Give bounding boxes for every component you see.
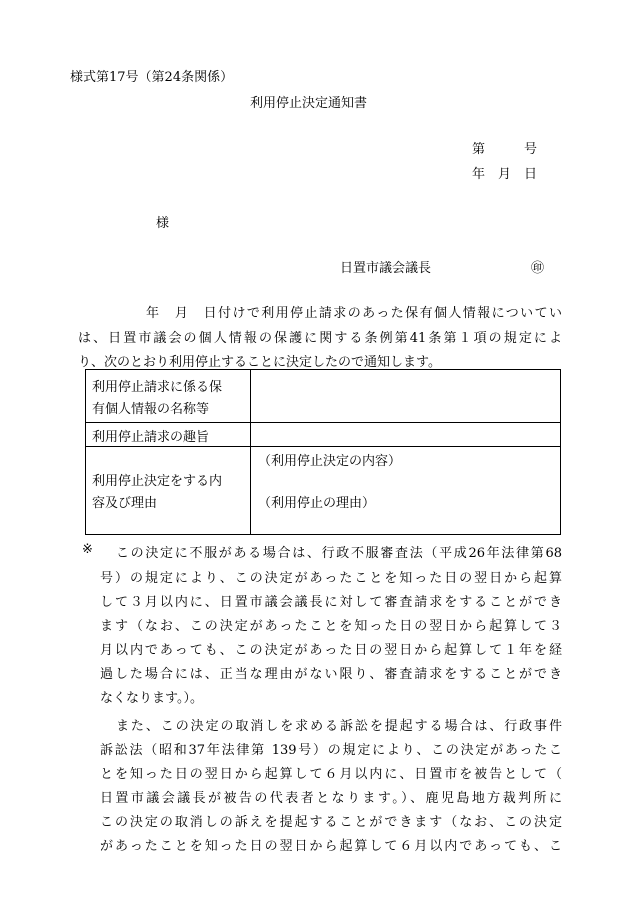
note2-line: とを知った日の翌日から起算して６月以内に、日置市を被告として（ xyxy=(100,767,562,782)
note-mark: ※ xyxy=(82,542,93,557)
seal-mark: ㊞ xyxy=(531,261,545,276)
row2-label: 利用停止請求の趣旨 xyxy=(92,430,210,445)
document-date: 年 月 日 xyxy=(472,167,538,182)
note2-line: この決定の取消しの訴えを提起することができます（なお、この決定 xyxy=(100,815,562,830)
document-title: 利用停止決定通知書 xyxy=(250,96,368,111)
sender: 日置市議会議長 xyxy=(340,261,432,276)
table-column-divider xyxy=(250,370,251,534)
row1-label-line: 有個人情報の名称等 xyxy=(92,402,210,417)
row3-content-reason: （利用停止の理由） xyxy=(258,496,376,511)
addressee: 様 xyxy=(156,216,170,231)
note-line: 過した場合には、正当な理由がない限り、審査請求をすることができ xyxy=(100,667,562,682)
note-line: なくなります。）。 xyxy=(100,691,203,706)
note-line: 号）の規定により、この決定があったことを知った日の翌日から起算 xyxy=(100,571,562,586)
form-number-label: 様式第17号（第24条関係） xyxy=(70,70,234,85)
note2-line: また、この決定の取消しを求める訴訟を提起する場合は、行政事件 xyxy=(116,719,562,734)
intro-line: り、次のとおり利用停止することに決定したので通知します。 xyxy=(78,355,441,370)
note2-line: があったことを知った日の翌日から起算して６月以内であっても、こ xyxy=(100,839,562,854)
note-line: 月以内であっても、この決定があった日の翌日から起算して１年を経 xyxy=(100,643,562,658)
table-row-divider xyxy=(86,446,560,447)
intro-line: は、日置市議会の個人情報の保護に関する条例第41条第１項の規定によ xyxy=(78,331,562,346)
intro-line: 年 月 日付けで利用停止請求のあった保有個人情報についてい xyxy=(146,306,562,321)
row1-label-line: 利用停止請求に係る保 xyxy=(92,380,223,395)
note-line: して３月以内に、日置市議会議長に対して審査請求をすることができ xyxy=(100,595,562,610)
document-number: 第 号 xyxy=(472,142,538,157)
note-line: この決定に不服がある場合は、行政不服審査法（平成26年法律第68 xyxy=(116,546,562,561)
row3-label-line: 利用停止決定をする内 xyxy=(92,474,223,489)
note-line: ます（なお、この決定があったことを知った日の翌日から起算して３ xyxy=(100,619,562,634)
table-row-divider xyxy=(86,422,560,423)
note2-line: 日置市議会議長が被告の代表者となります。）、鹿児島地方裁判所に xyxy=(100,791,562,806)
note2-line: 訴訟法（昭和37年法律第 139号）の規定により、この決定があったこ xyxy=(100,743,562,758)
row3-label-line: 容及び理由 xyxy=(92,496,158,511)
decision-table xyxy=(85,369,561,535)
row3-content-decision: （利用停止決定の内容） xyxy=(258,454,402,469)
